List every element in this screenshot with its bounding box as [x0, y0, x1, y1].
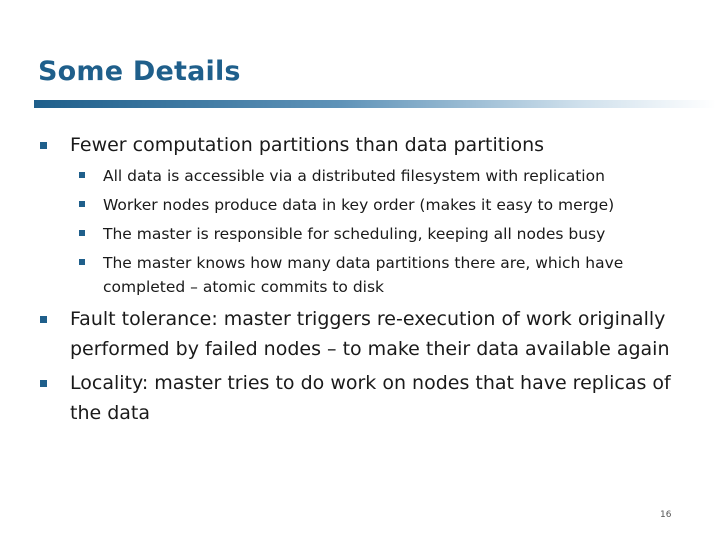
sub-bullet-1-text: All data is accessible via a distributed filesystem with replication: [103, 167, 605, 185]
page-number: 16: [660, 510, 672, 520]
slide-title: Some Details: [38, 56, 241, 87]
sub-bullet-square-icon: [79, 230, 85, 236]
sub-bullet-square-icon: [79, 259, 85, 265]
bullet-2-text: Fault tolerance: master triggers re-execution of work originally performed by failed nodes – to make their data available again: [70, 308, 670, 360]
bullet-3-text: Locality: master tries to do work on nodes that have replicas of the data: [70, 372, 671, 424]
bullet-square-icon: [40, 380, 47, 387]
bullet-square-icon: [40, 316, 47, 323]
bullet-square-icon: [40, 142, 47, 149]
bullet-1-text: Fewer computation partitions than data partitions: [70, 134, 545, 156]
sub-bullet-square-icon: [79, 172, 85, 178]
sub-bullet-2-text: Worker nodes produce data in key order (makes it easy to merge): [103, 196, 615, 214]
title-underline: [34, 100, 716, 108]
sub-bullet-square-icon: [79, 201, 85, 207]
sub-bullet-4-text: The master knows how many data partitions there are, which have completed – atomic commits to disk: [103, 254, 624, 296]
sub-bullet-3-text: The master is responsible for scheduling, keeping all nodes busy: [103, 225, 606, 243]
